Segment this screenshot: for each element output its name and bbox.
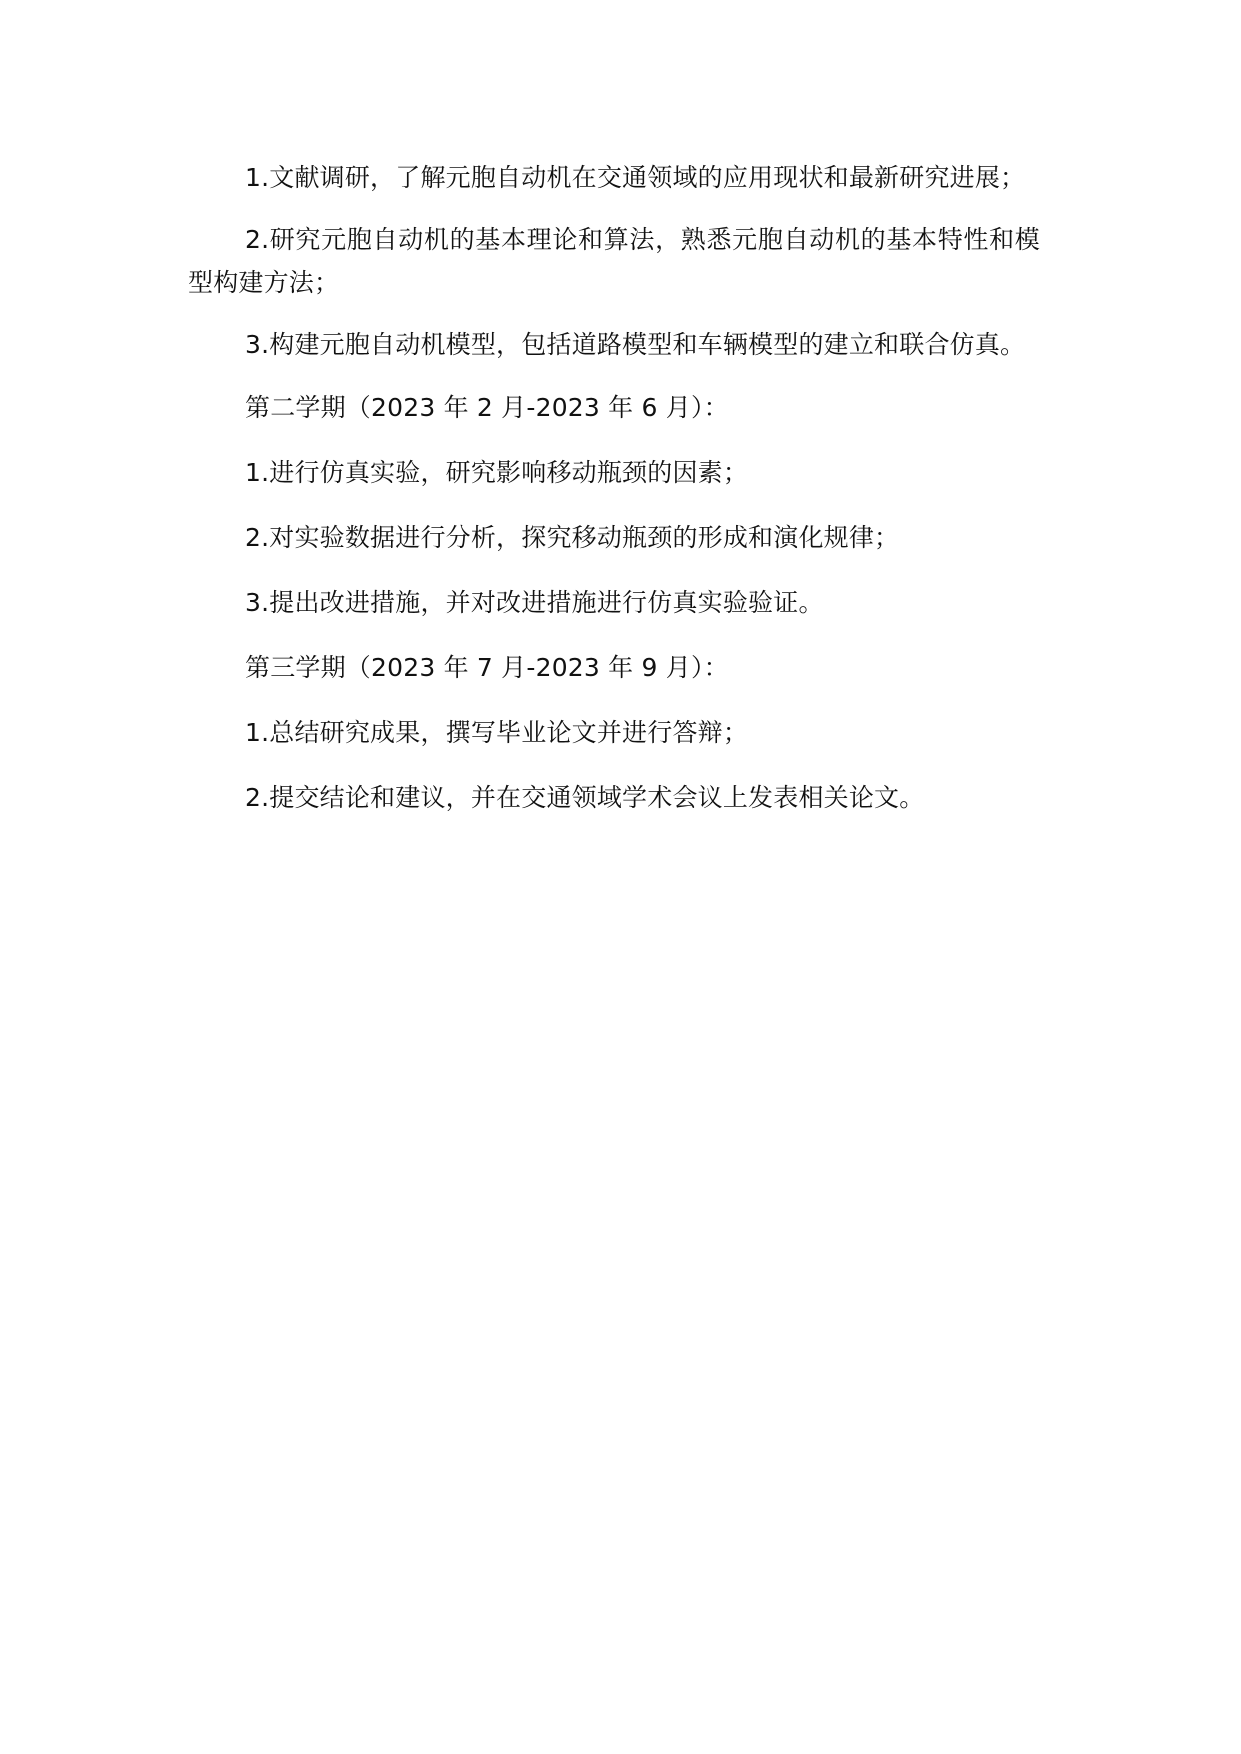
task-item-model-building: 3.构建元胞自动机模型，包括道路模型和车辆模型的建立和联合仿真。 <box>245 330 1026 359</box>
document-body <box>188 156 1040 840</box>
task-item-improvement: 3.提出改进措施，并对改进措施进行仿真实验验证。 <box>245 588 824 617</box>
task-item-thesis: 1.总结研究成果，撰写毕业论文并进行答辩； <box>245 718 749 747</box>
task-item-literature-review: 1.文献调研，了解元胞自动机在交通领域的应用现状和最新研究进展； <box>245 163 1026 192</box>
task-item-publication: 2.提交结论和建议，并在交通领域学术会议上发表相关论文。 <box>245 783 925 812</box>
semester-heading-third: 第三学期（2023 年 7 月-2023 年 9 月）： <box>245 653 729 682</box>
semester-heading-second: 第二学期（2023 年 2 月-2023 年 6 月）： <box>245 393 729 422</box>
task-item-simulation: 1.进行仿真实验，研究影响移动瓶颈的因素； <box>245 458 749 487</box>
task-item-data-analysis: 2.对实验数据进行分析，探究移动瓶颈的形成和演化规律； <box>245 523 900 552</box>
task-item-theory-study: 2.研究元胞自动机的基本理论和算法，熟悉元胞自动机的基本特性和模型构建方法； <box>188 225 1040 297</box>
